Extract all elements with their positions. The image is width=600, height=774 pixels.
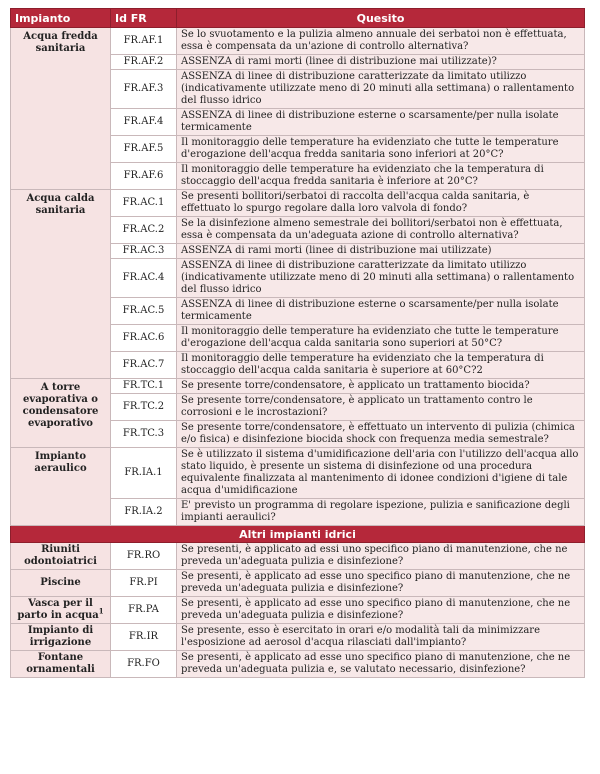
quesito-cell: ASSENZA di linee di distribuzione esterne o scarsamente/per nulla isolate termicamente xyxy=(177,298,585,325)
quesito-cell: Se la disinfezione almeno semestrale dei bollitori/serbatoi non è effettuata, essa è compensata da un'adeguata azione di controllo alternativa? xyxy=(177,217,585,244)
risk-factor-table xyxy=(10,8,585,678)
section-band xyxy=(11,526,585,543)
id-cell: FR.AC.5 xyxy=(111,298,177,325)
id-cell: FR.AF.5 xyxy=(111,136,177,163)
quesito-cell: Il monitoraggio delle temperature ha evidenziato che la temperatura di stoccaggio dell'acqua fredda sanitaria è inferiore at 20°C? xyxy=(177,163,585,190)
quesito-cell: Se presenti, è applicato ad esse uno specifico piano di manutenzione, che ne preveda un'adeguata pulizia e, se valutato necessario, disinfezione? xyxy=(177,651,585,678)
quesito-cell: Se presente, esso è esercitato in orari e/o modalità tali da minimizzare l'esposizione ad aerosol d'acqua rilasciati dall'impianto? xyxy=(177,624,585,651)
table-row xyxy=(11,379,585,394)
quesito-cell: ASSENZA di linee di distribuzione esterne o scarsamente/per nulla isolate termicamente xyxy=(177,109,585,136)
quesito-cell: Il monitoraggio delle temperature ha evidenziato che tutte le temperature d'erogazione dell'acqua calda sanitaria sono superiori at 50°C? xyxy=(177,325,585,352)
id-cell: FR.AF.2 xyxy=(111,55,177,70)
quesito-cell: Se presenti bollitori/serbatoi di raccolta dell'acqua calda sanitaria, è effettuato lo spurgo regolare dalla loro valvola di fondo? xyxy=(177,190,585,217)
section-band-title: Altri impianti idrici xyxy=(11,526,585,543)
quesito-cell: Se presenti, è applicato ad esse uno specifico piano di manutenzione, che ne preveda un'adeguata pulizia e disinfezione? xyxy=(177,570,585,597)
footnote-marker: 1 xyxy=(98,606,104,616)
quesito-cell: Se presente torre/condensatore, è applicato un trattamento contro le corrosioni e le incrostazioni? xyxy=(177,394,585,421)
table-row xyxy=(11,597,585,624)
id-cell: FR.TC.2 xyxy=(111,394,177,421)
quesito-cell: Se presente torre/condensatore, è applicato un trattamento biocida? xyxy=(177,379,585,394)
id-cell: FR.AF.3 xyxy=(111,70,177,109)
quesito-cell: Se è utilizzato il sistema d'umidificazione dell'aria con l'utilizzo dell'acqua allo stato liquido, è presente un sistema di disinfezione od una procedura equivalente finalizzata al mantenimento di idonee condizioni d'igiene di tale acqua d'umidificazione xyxy=(177,448,585,499)
id-cell: FR.AC.6 xyxy=(111,325,177,352)
quesito-cell: E' previsto un programma di regolare ispezione, pulizia e sanificazione degli impianti aeraulici? xyxy=(177,499,585,526)
id-cell: FR.AF.1 xyxy=(111,28,177,55)
impianto-cell xyxy=(11,597,111,624)
impianto-cell: Acqua calda sanitaria xyxy=(11,190,111,379)
id-cell: FR.AF.6 xyxy=(111,163,177,190)
quesito-cell: Il monitoraggio delle temperature ha evidenziato che tutte le temperature d'erogazione dell'acqua fredda sanitaria sono inferiori at 20°C? xyxy=(177,136,585,163)
impianto-cell: Impianto di irrigazione xyxy=(11,624,111,651)
id-cell: FR.AC.7 xyxy=(111,352,177,379)
quesito-cell: ASSENZA di linee di distribuzione caratterizzate da limitato utilizzo (indicativamente utilizzate meno di 20 minuti alla settimana) o rallentamento del flusso idrico xyxy=(177,259,585,298)
impianto-cell: Riuniti odontoiatrici xyxy=(11,543,111,570)
quesito-cell: ASSENZA di rami morti (linee di distribuzione mai utilizzate)? xyxy=(177,55,585,70)
quesito-cell: ASSENZA di rami morti (linee di distribuzione mai utilizzate) xyxy=(177,244,585,259)
impianto-cell: Piscine xyxy=(11,570,111,597)
quesito-cell: ASSENZA di linee di distribuzione caratterizzate da limitato utilizzo (indicativamente utilizzate meno di 20 minuti alla settimana) o rallentamento del flusso idrico xyxy=(177,70,585,109)
header-quesito: Quesito xyxy=(177,9,585,28)
id-cell: FR.IR xyxy=(111,624,177,651)
id-cell: FR.AF.4 xyxy=(111,109,177,136)
header-impianto: Impianto xyxy=(11,9,111,28)
id-cell: FR.AC.1 xyxy=(111,190,177,217)
quesito-cell: Il monitoraggio delle temperature ha evidenziato che la temperatura di stoccaggio dell'acqua calda sanitaria è superiore at 60°C?2 xyxy=(177,352,585,379)
document xyxy=(10,8,584,678)
table-row xyxy=(11,448,585,499)
table-row xyxy=(11,624,585,651)
id-cell: FR.AC.2 xyxy=(111,217,177,244)
id-cell: FR.AC.3 xyxy=(111,244,177,259)
table-row xyxy=(11,543,585,570)
id-cell: FR.FO xyxy=(111,651,177,678)
id-cell: FR.IA.1 xyxy=(111,448,177,499)
table-row xyxy=(11,570,585,597)
table-row xyxy=(11,190,585,217)
id-cell: FR.TC.3 xyxy=(111,421,177,448)
quesito-cell: Se lo svuotamento e la pulizia almeno annuale dei serbatoi non è effettuata, essa è compensata da un'azione di controllo alternativa? xyxy=(177,28,585,55)
table-row xyxy=(11,651,585,678)
id-cell: FR.PI xyxy=(111,570,177,597)
impianto-label: Vasca per il parto in acqua xyxy=(17,598,99,621)
id-cell: FR.IA.2 xyxy=(111,499,177,526)
quesito-cell: Se presenti, è applicato ad esse uno specifico piano di manutenzione, che ne preveda un'adeguata pulizia e disinfezione? xyxy=(177,597,585,624)
impianto-cell: Impianto aeraulico xyxy=(11,448,111,526)
id-cell: FR.AC.4 xyxy=(111,259,177,298)
impianto-cell: A torre evaporativa o condensatore evaporativo xyxy=(11,379,111,448)
impianto-cell: Acqua fredda sanitaria xyxy=(11,28,111,190)
quesito-cell: Se presente torre/condensatore, è effettuato un intervento di pulizia (chimica e/o fisica) e disinfezione biocida shock con frequenza media semestrale? xyxy=(177,421,585,448)
id-cell: FR.PA xyxy=(111,597,177,624)
header-id: Id FR xyxy=(111,9,177,28)
id-cell: FR.TC.1 xyxy=(111,379,177,394)
table-row xyxy=(11,28,585,55)
id-cell: FR.RO xyxy=(111,543,177,570)
table-header xyxy=(11,9,585,28)
quesito-cell: Se presenti, è applicato ad essi uno specifico piano di manutenzione, che ne preveda un'adeguata pulizia e disinfezione? xyxy=(177,543,585,570)
impianto-cell: Fontane ornamentali xyxy=(11,651,111,678)
